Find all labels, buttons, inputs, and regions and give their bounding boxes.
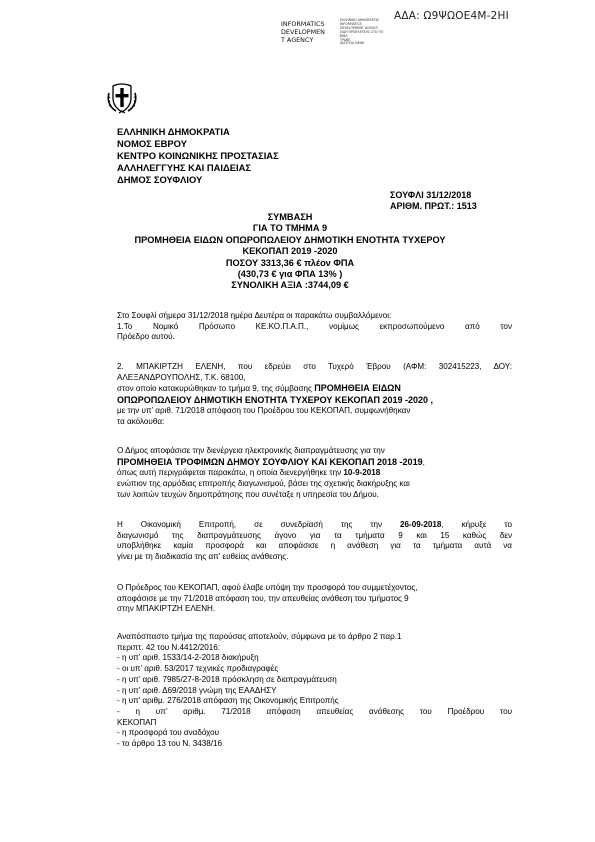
logo-line: INFORMATICS [281, 20, 325, 28]
list-item: - η υπ’ αριθμ. 276/2018 απόφαση της Οικονομικής Επιτροπής [117, 696, 339, 706]
header-line: ΔΗΜΟΣ ΣΟΥΦΛΙΟΥ [117, 174, 203, 185]
title-line: ΠΡΟΜΗΘΕΙΑ ΕΙΔΩΝ ΟΠΩΡΟΠΩΛΕΙΟΥ ΔΗΜΟΤΙΚΗ ΕΝΟΤΗΤΑ ΤΥΧΕΡΟΥ [134, 234, 446, 245]
text-line: στην ΜΠΑΚΙΡΤΖΗ ΕΛΕΝΗ. [117, 604, 216, 614]
text-line: ΑΛΕΞΑΝΔΡΟΥΠΟΛΗΣ, Τ.Κ. 68100, [117, 372, 246, 382]
header-line: ΝΟΜΟΣ ΕΒΡΟΥ [117, 138, 187, 149]
list-item: - η υπ’ αριθμ. 71/2018 απόφαση απευθείας ανάθεσης του Προέδρου του [117, 706, 512, 716]
paragraph-parties [117, 311, 512, 343]
text-line: γίνει με τη διαδικασία της απ’ ευθείας ανάθεσης. [117, 552, 289, 562]
logo-small-line: ΒΙΒΛ [340, 33, 348, 38]
logo-small-line: ΤΡΑΝΕ [340, 37, 351, 42]
text-segment-bold: ΠΡΟΜΗΘΕΙΑ ΤΡΟΦΙΜΩΝ ΔΗΜΟΥ ΣΟΥΦΛΙΟΥ ΚΑΙ ΚΕΚΟΠΑΠ 2018 -2019 [117, 456, 423, 467]
paragraph-annexes [117, 632, 512, 750]
title-line: ΣΥΝΟΛΙΚΗ ΑΞΙΑ :3744,09 € [231, 280, 349, 291]
list-item: - οι υπ’ αριθ. 53/2017 τεχνικές προδιαγραφές [117, 664, 279, 674]
diavgeia-logo [281, 20, 325, 44]
text-line [117, 468, 512, 479]
list-item: - η υπ’ αριθ. 7985/27-8-2018 πρόσκληση σε διαπραγμάτευση [117, 674, 337, 684]
text-line: 2. ΜΠΑΚΙΡΤΖΗ ΕΛΕΝΗ, που εδρεύει στο Τυχερό Έβρου (ΑΦΜ: 302415223, ΔΟΥ: [117, 362, 512, 371]
text-segment: , κήρυξε το [441, 520, 512, 529]
text-line: διαγωνισμό της διαπραγμάτευσης άγονο για τα τμήματα 9 και 15 καθώς δεν [117, 530, 512, 540]
list-item: - η υπ’ αριθ. Δ69/2018 γνώμη της ΕΑΑΔΗΣΥ [117, 685, 277, 695]
text-line: 1.Το Νομικό Πρόσωπο ΚΕ.ΚΟ.Π.Α.Π., νομίμως εκπροσωπούμενο από τον [117, 321, 512, 331]
protocol-number: ΑΡΙΘΜ. ΠΡΩΤ.: 1513 [390, 201, 477, 211]
text-line: Στο Σουφλί σήμερα 31/12/2018 ημέρα Δευτέρα οι παρακάτω συμβαλλόμενοι: [117, 311, 392, 320]
text-line: ΚΕΚΟΠΑΠ [117, 717, 157, 727]
logo-small-text [340, 19, 388, 46]
title-line: (430,73 € για ΦΠΑ 13% ) [237, 269, 343, 280]
paragraph-committee [117, 520, 512, 563]
logo-line: DEVELOPMEN [281, 28, 325, 36]
text-line: με την υπ’ αριθ. 71/2018 απόφαση του Προέδρου του ΚΕΚΟΠΑΠ, συμφωνήθηκαν [117, 405, 411, 415]
list-item: - η υπ’ αριθ. 1533/14-2-2018 διακήρυξη [117, 653, 259, 663]
text-segment: στον οποίο κατακυρώθηκαν το τμήμα 9, της σύμβασης [117, 384, 315, 394]
logo-line: T AGENCY [281, 36, 314, 44]
text-line-bold: ΟΠΩΡΟΠΩΛΕΙΟΥ ΔΗΜΟΤΙΚΗ ΕΝΟΤΗΤΑ ΤΥΧΕΡΟΥ ΚΕΚΟΠΑΠ 2019 -2020 , [117, 395, 434, 406]
title-line: ΠΟΣΟΥ 3313,36 € πλέον ΦΠΑ [225, 257, 355, 268]
text-line: υποβλήθηκε καμία προσφορά και αποφάσισε η ανάθεση για τα τμήματα αυτά να [117, 541, 512, 551]
list-item: - το άρθρο 13 του Ν. 3438/16 [117, 739, 223, 749]
text-line: Ο Δήμος αποφάσισε την διενέργεια ηλεκτρονικής διαπραγμάτευσης για την [117, 446, 385, 455]
text-line: Ο Πρόεδρος του ΚΕΚΟΠΑΠ, αφού έλαβε υπόψη την προσφορά του συμμετέχοντος, [117, 583, 418, 592]
logo-small-line: INFORMATICS [340, 21, 362, 26]
text-line: ενώπιον της αρμόδιας επιτροπής διαγωνισμού, βάσει της σχετικής διακήρυξης και [117, 479, 410, 489]
title-line: ΣΥΜΒΑΣΗ [267, 212, 313, 222]
text-segment-bold: ΠΡΟΜΗΘΕΙΑ ΕΙΔΩΝ [314, 383, 401, 394]
text-segment-bold: 10-9-2018 [343, 468, 381, 478]
text-line: Αναπόσπαστο τμήμα της παρούσας αποτελούν, σύμφωνα με το άρθρο 2 παρ.1 [117, 632, 402, 641]
text-segment: , [422, 457, 425, 467]
ada-code: ΑΔΑ: Ω9ΨΩΟΕ4Μ-2ΗΙ [394, 10, 509, 22]
title-line: ΚΕΚΟΠΑΠ 2019 -2020 [242, 246, 338, 257]
text-line: Πρόεδρο αυτού. [117, 332, 175, 342]
contract-title [60, 212, 520, 292]
paragraph-president [117, 583, 512, 615]
text-line: των λοιπών τευχών δημοπράτησης που συνέταξε η υπηρεσία του Δήμου. [117, 489, 379, 499]
header-line: ΑΛΛΗΛΕΓΓΥΗΣ ΚΑΙ ΠΑΙΔΕΙΑΣ [117, 162, 251, 173]
title-line: ΓΙΑ ΤΟ ΤΜΗΜΑ 9 [252, 223, 328, 234]
logo-small-line: ΔΙΑΥΓΕΙΑ ΕΦΗΚ [340, 41, 365, 46]
paragraph-contractor [117, 362, 512, 427]
text-line [117, 457, 512, 469]
logo-small-line: DEVELOPMENT AGENCY [340, 25, 378, 30]
issuer-header [117, 126, 279, 186]
header-line: ΚΕΝΤΡΟ ΚΟΙΝΩΝΙΚΗΣ ΠΡΟΣΤΑΣΙΑΣ [117, 150, 279, 161]
list-item: - η προσφορά του αναδόχου [117, 728, 220, 738]
text-segment-bold: 26-09-2018 [400, 520, 442, 529]
text-line [117, 520, 512, 531]
paragraph-procedure [117, 446, 512, 501]
greek-emblem-icon [107, 81, 137, 115]
text-line: περιπτ. 42 του Ν.4412/2016: [117, 642, 220, 652]
reference-block [390, 190, 477, 212]
header-line: ΕΛΛΗΝΙΚΗ ΔΗΜΟΚΡΑΤΙΑ [117, 126, 230, 137]
logo-small-line: ΕΙΔΗ ΠΡΟΕΛΕΥΣΗΣ ΣΤΟ ΠΟ [340, 29, 384, 34]
text-segment: Η Οικονομική Επιτροπή, σε συνεδρίασή της την [117, 520, 401, 529]
text-line: τα ακόλουθα: [117, 416, 165, 426]
logo-small-line: ΕΛΛΗΝΙΚΗ ΔΗΜΟΚΡΑΤΙΑ [340, 18, 379, 22]
text-line: αποφάσισε με την 71/2018 απόφαση του, την απευθείας ανάθεση του τμήματος 9 [117, 593, 409, 603]
text-segment: όπως αυτή περιγράφεται παρακάτω, η οποία διενεργήθηκε την [117, 468, 344, 478]
date-line: ΣΟΥΦΛΙ 31/12/2018 [390, 190, 472, 200]
text-line [117, 383, 512, 395]
